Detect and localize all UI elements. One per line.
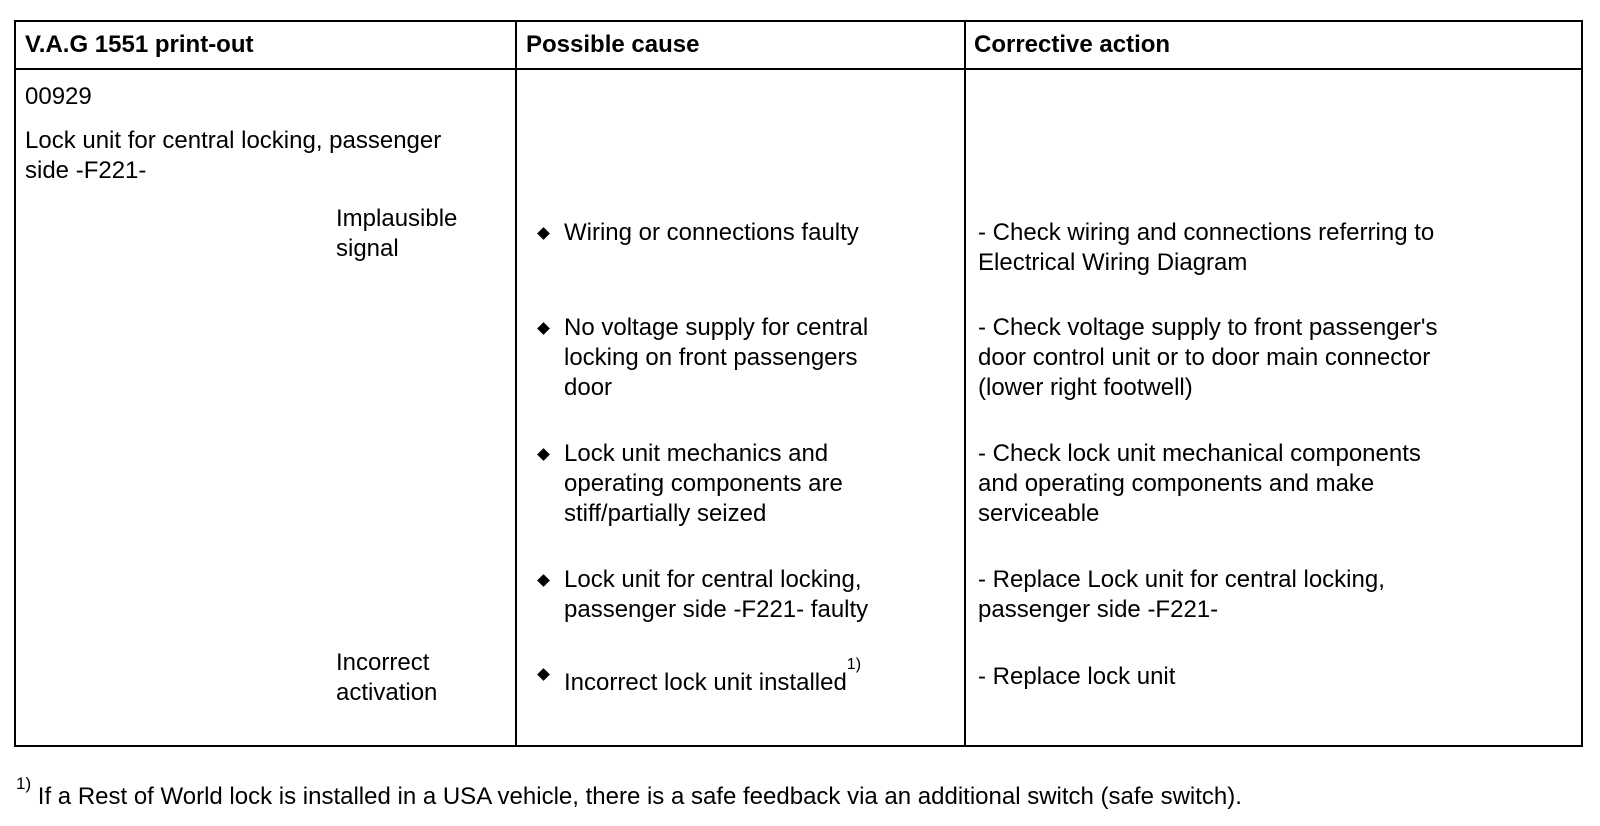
bullet-icon	[537, 574, 550, 587]
header-corrective-action: Corrective action	[974, 31, 1171, 58]
column-divider-2	[964, 22, 966, 745]
action-item: - Check wiring and connections referring to Electrical Wiring Diagram	[978, 219, 1435, 276]
cause-item: Lock unit for central locking, passenger side -F221- faulty	[564, 566, 869, 623]
column-divider-1	[515, 22, 517, 745]
action-item: - Replace Lock unit for central locking, passenger side -F221-	[978, 566, 1385, 623]
action-item: - Check lock unit mechanical components and operating components and make serviceable	[978, 440, 1421, 527]
footnote-marker: 1)	[16, 774, 32, 793]
cause-item: Lock unit mechanics and operating components are stiff/partially seized	[564, 440, 843, 527]
header-print-out: V.A.G 1551 print-out	[25, 31, 254, 58]
footnote-text: If a Rest of World lock is installed in a USA vehicle, there is a safe feedback via an additional switch (safe switch).	[31, 783, 1242, 810]
fault-code: 00929	[25, 83, 92, 110]
footnote-ref: 1)	[846, 656, 862, 673]
action-item: - Replace lock unit	[978, 663, 1176, 690]
bullet-icon	[537, 322, 550, 335]
cause-item: Wiring or connections faulty	[564, 219, 859, 246]
condition-incorrect-activation: Incorrect activation	[336, 649, 438, 706]
condition-implausible-signal: Implausible signal	[336, 205, 458, 262]
footnote	[16, 774, 1242, 812]
bullet-icon	[537, 448, 550, 461]
header-divider	[16, 68, 1581, 70]
diagnostic-table	[14, 20, 1583, 747]
cause-item: No voltage supply for central locking on front passengers door	[564, 314, 869, 401]
fault-description: Lock unit for central locking, passenger side -F221-	[25, 127, 442, 184]
cause-item: Incorrect lock unit installed$^{1)}$	[564, 656, 862, 696]
action-item: - Check voltage supply to front passenger's door control unit or to door main connector (lower right footwell)	[978, 314, 1438, 401]
bullet-icon	[537, 227, 550, 240]
header-possible-cause: Possible cause	[526, 31, 700, 58]
bullet-icon	[537, 668, 550, 681]
